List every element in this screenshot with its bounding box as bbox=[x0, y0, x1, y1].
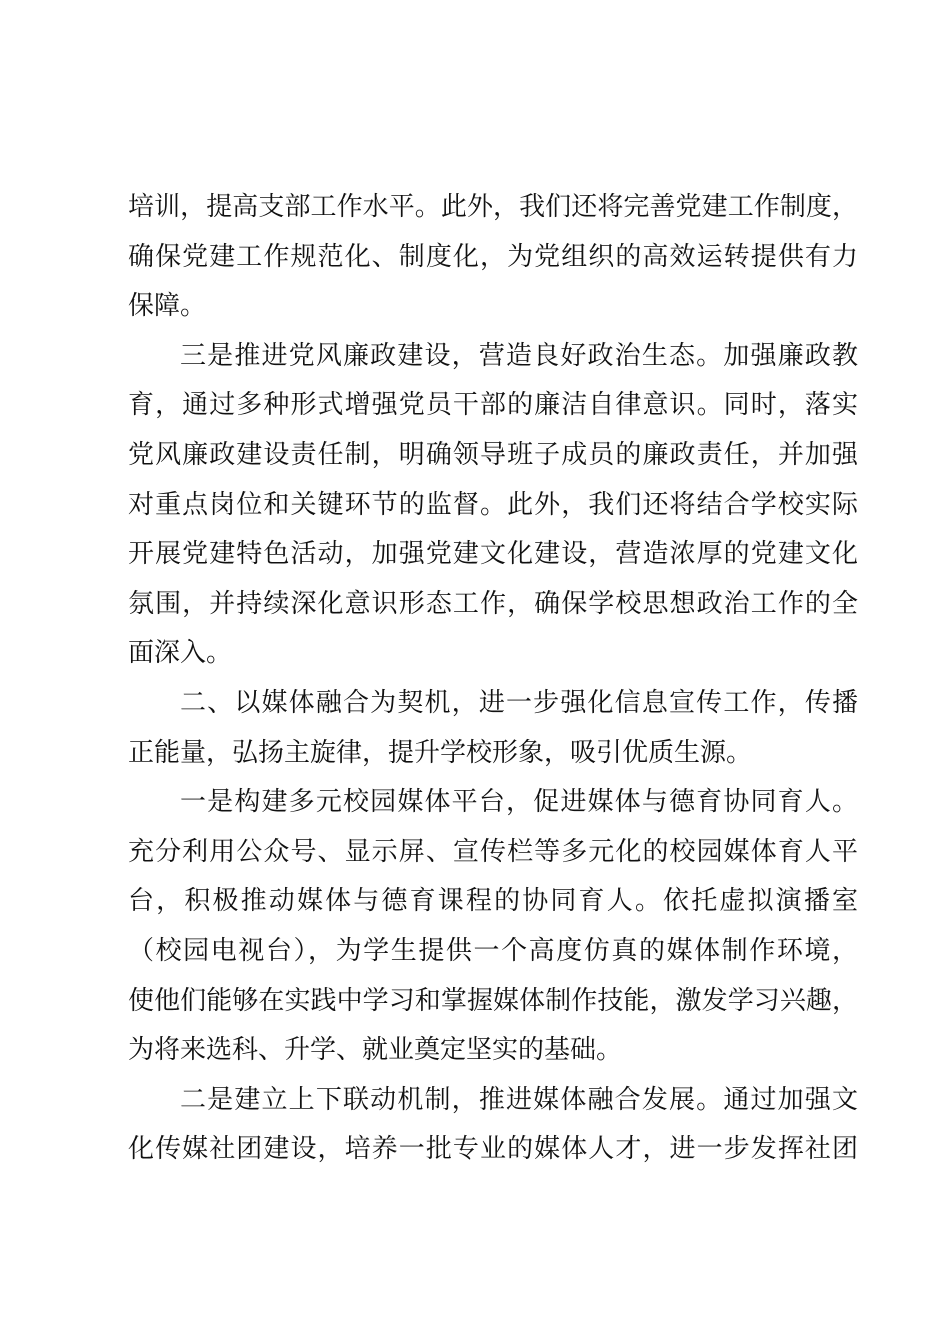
paragraph-line: 对重点岗位和关键环节的监督。此外，我们还将结合学校实际 bbox=[128, 489, 858, 520]
paragraph-line: 党风廉政建设责任制，明确领导班子成员的廉政责任，并加强 bbox=[128, 439, 858, 470]
paragraph-line: 保障。 bbox=[128, 291, 207, 322]
paragraph-line: （校园电视台），为学生提供一个高度仿真的媒体制作环境， bbox=[128, 935, 858, 966]
paragraph-line: 为将来选科、升学、就业奠定坚实的基础。 bbox=[128, 1035, 623, 1066]
paragraph-line: 二是建立上下联动机制，推进媒体融合发展。通过加强文 bbox=[180, 1084, 858, 1115]
paragraph-line: 化传媒社团建设，培养一批专业的媒体人才，进一步发挥社团 bbox=[128, 1134, 858, 1165]
paragraph-line: 育，通过多种形式增强党员干部的廉洁自律意识。同时，落实 bbox=[128, 390, 858, 421]
paragraph-line: 使他们能够在实践中学习和掌握媒体制作技能，激发学习兴趣， bbox=[128, 985, 858, 1016]
paragraph-line: 开展党建特色活动，加强党建文化建设，营造浓厚的党建文化 bbox=[128, 539, 858, 570]
paragraph-line: 一是构建多元校园媒体平台，促进媒体与德育协同育人。 bbox=[180, 787, 858, 818]
paragraph-line: 面深入。 bbox=[128, 638, 233, 669]
paragraph-line: 台，积极推动媒体与德育课程的协同育人。依托虚拟演播室 bbox=[128, 886, 858, 917]
section-heading-line: 二、以媒体融合为契机，进一步强化信息宣传工作，传播 bbox=[180, 687, 858, 718]
document-body bbox=[128, 183, 858, 1175]
section-heading-line: 正能量，弘扬主旋律，提升学校形象，吸引优质生源。 bbox=[128, 737, 753, 768]
paragraph-line: 氛围，并持续深化意识形态工作，确保学校思想政治工作的全 bbox=[128, 588, 858, 619]
paragraph-line: 三是推进党风廉政建设，营造良好政治生态。加强廉政教 bbox=[180, 340, 858, 371]
paragraph-line: 培训，提高支部工作水平。此外，我们还将完善党建工作制度， bbox=[128, 192, 858, 222]
paragraph-line: 确保党建工作规范化、制度化，为党组织的高效运转提供有力 bbox=[128, 241, 858, 272]
paragraph-line: 充分利用公众号、显示屏、宣传栏等多元化的校园媒体育人平 bbox=[128, 836, 858, 867]
